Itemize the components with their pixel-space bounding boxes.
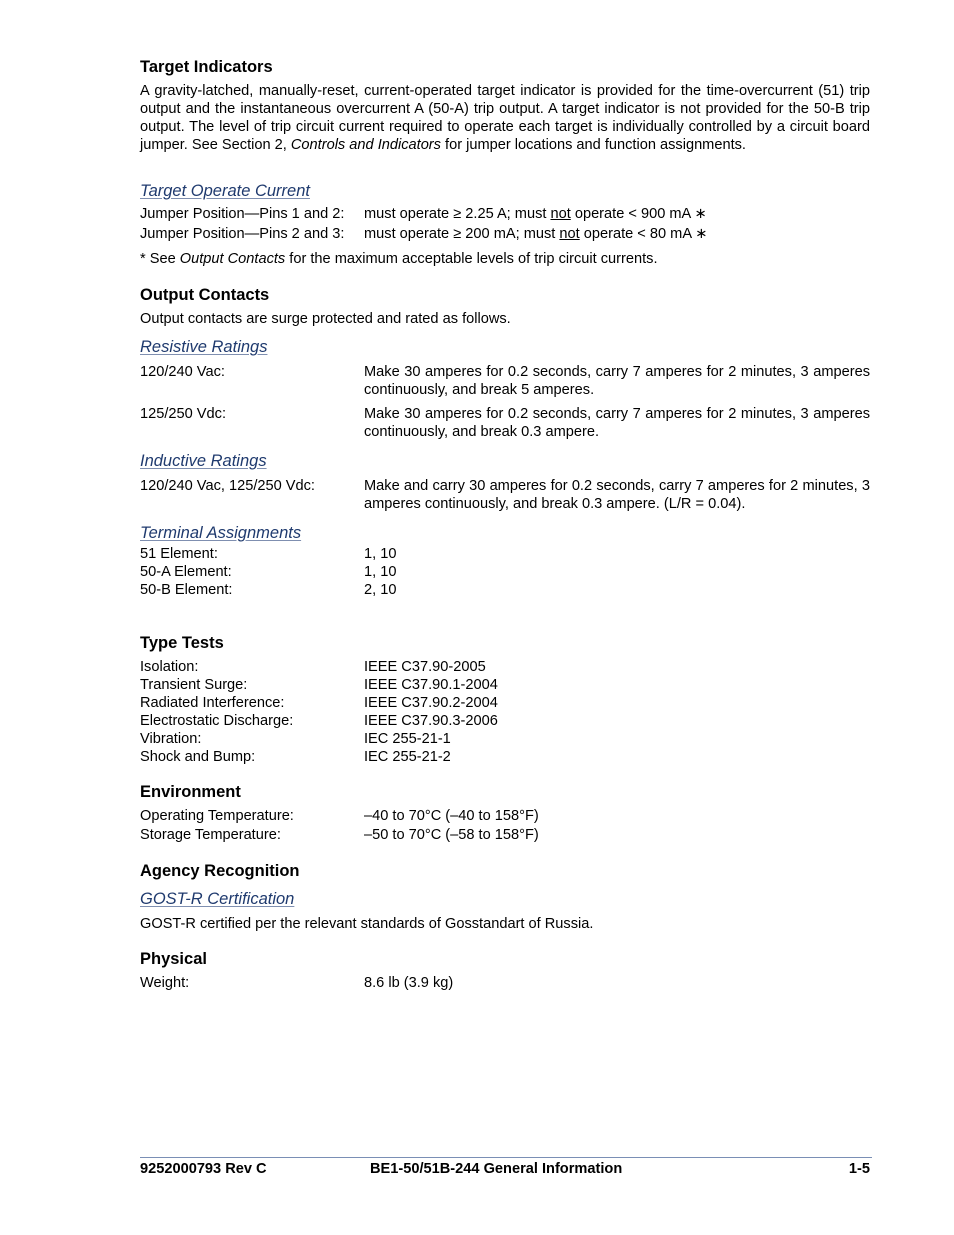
jumper-position-value (364, 205, 707, 223)
rating-row (140, 363, 870, 399)
output-contacts-section (140, 285, 870, 328)
rating-row (140, 405, 870, 441)
type-test-row (140, 676, 870, 694)
underlined-not: not (559, 226, 580, 242)
terminal-list (140, 545, 870, 599)
type-test-label: Radiated Interference: (140, 695, 285, 711)
type-test-row (140, 712, 870, 730)
terminal-assignments-section (140, 523, 870, 599)
gost-r-certification-heading: GOST-R Certification (140, 890, 295, 908)
terminal-row (140, 563, 870, 581)
paragraph-text: for jumper locations and function assignments. (440, 137, 746, 153)
resistive-ratings-section (140, 337, 870, 441)
environment-label: Operating Temperature: (140, 808, 294, 824)
type-test-value: IEC 255-21-2 (364, 749, 451, 765)
value-text: operate < 80 mA ∗ (579, 226, 708, 242)
section-reference: Output Contacts (179, 251, 286, 267)
type-test-label: Electrostatic Discharge: (140, 713, 294, 729)
physical-section (140, 949, 870, 992)
environment-value: –40 to 70°C (–40 to 158°F) (364, 808, 539, 824)
physical-row (140, 974, 870, 992)
rating-value: Make 30 amperes for 0.2 seconds, carry 7 amperes for 2 minutes, 3 amperes continuously, and break 5 amperes. (364, 364, 870, 398)
type-test-value: IEEE C37.90-2005 (364, 659, 486, 675)
terminal-label: 50-A Element: (140, 564, 232, 580)
resistive-ratings-heading: Resistive Ratings (140, 338, 268, 356)
terminal-row (140, 545, 870, 563)
physical-value: 8.6 lb (3.9 kg) (364, 975, 454, 991)
gost-r-text: GOST-R certified per the relevant standards of Gosstandart of Russia. (140, 916, 594, 932)
underlined-not: not (550, 206, 571, 222)
rating-label: 120/240 Vac, 125/250 Vdc: (140, 478, 315, 494)
physical-label: Weight: (140, 975, 190, 991)
type-test-row (140, 694, 870, 712)
section-reference: Controls and Indicators (290, 137, 441, 153)
type-test-label: Transient Surge: (140, 677, 248, 693)
output-contacts-heading: Output Contacts (140, 286, 270, 304)
jumper-position-label: Jumper Position—Pins 1 and 2: (140, 206, 345, 222)
type-test-label: Isolation: (140, 659, 199, 675)
type-test-value: IEEE C37.90.2-2004 (364, 695, 498, 711)
target-indicators-section (140, 57, 870, 154)
jumper-position-value (364, 225, 708, 243)
terminal-value: 1, 10 (364, 546, 397, 562)
value-text: operate < 900 mA ∗ (570, 206, 707, 222)
environment-row (140, 826, 870, 845)
rating-row (140, 477, 870, 513)
rating-label: 120/240 Vac: (140, 364, 225, 380)
output-contacts-intro: Output contacts are surge protected and rated as follows. (140, 311, 511, 327)
inductive-ratings-section (140, 451, 870, 513)
footer-divider (140, 1157, 872, 1158)
jumper-position-list (140, 205, 870, 245)
footnote-text: for the maximum acceptable levels of trip circuit currents. (285, 251, 658, 267)
footer-document-number: 9252000793 Rev C (140, 1161, 267, 1177)
footnote-text: * See (140, 251, 180, 267)
value-text: must operate ≥ 200 mA; must (364, 226, 560, 242)
type-test-row (140, 748, 870, 766)
type-tests-list (140, 658, 870, 766)
terminal-assignments-heading: Terminal Assignments (140, 524, 302, 542)
type-test-row (140, 658, 870, 676)
environment-section (140, 782, 870, 845)
target-indicators-paragraph (140, 82, 870, 154)
environment-row (140, 807, 870, 826)
paragraph-text: A gravity-latched, manually-reset, current-operated target indicator is provided for the time-overcurrent (51) trip output and the instantaneous overcurrent A (50-A) trip output. A target indicator is not provided for the 50-B trip output. The level of trip circuit current required to operate each target is individually controlled by a circuit board jumper. See Section 2, (140, 83, 870, 153)
environment-label: Storage Temperature: (140, 827, 281, 843)
terminal-value: 1, 10 (364, 564, 397, 580)
terminal-label: 50-B Element: (140, 582, 233, 598)
environment-list (140, 807, 870, 845)
terminal-label: 51 Element: (140, 546, 218, 562)
jumper-position-row (140, 205, 870, 225)
type-test-label: Shock and Bump: (140, 749, 256, 765)
terminal-row (140, 581, 870, 599)
footer-page-number: 1-5 (848, 1161, 870, 1177)
terminal-value: 2, 10 (364, 582, 397, 598)
target-operate-current-heading: Target Operate Current (140, 182, 310, 200)
type-test-value: IEEE C37.90.3-2006 (364, 713, 498, 729)
target-indicators-heading: Target Indicators (140, 58, 273, 76)
jumper-position-row (140, 225, 870, 245)
environment-value: –50 to 70°C (–58 to 158°F) (364, 827, 539, 843)
rating-label: 125/250 Vdc: (140, 406, 227, 422)
footnote (140, 250, 870, 268)
type-test-value: IEEE C37.90.1-2004 (364, 677, 498, 693)
type-tests-section (140, 633, 870, 766)
type-test-label: Vibration: (140, 731, 202, 747)
agency-recognition-heading: Agency Recognition (140, 862, 300, 880)
environment-heading: Environment (140, 783, 241, 801)
jumper-position-label: Jumper Position—Pins 2 and 3: (140, 226, 345, 242)
footer-document-title: BE1-50/51B-244 General Information (370, 1161, 623, 1177)
type-test-value: IEC 255-21-1 (364, 731, 451, 747)
physical-heading: Physical (140, 950, 207, 968)
target-operate-current-section (140, 181, 870, 268)
rating-value: Make and carry 30 amperes for 0.2 seconds, carry 7 amperes for 2 minutes, 3 amperes continuously, and break 0.3 ampere. (L/R = 0.04). (364, 478, 870, 512)
agency-recognition-section (140, 861, 870, 933)
value-text: must operate ≥ 2.25 A; must (364, 206, 551, 222)
inductive-ratings-heading: Inductive Ratings (140, 452, 267, 470)
rating-value: Make 30 amperes for 0.2 seconds, carry 7 amperes for 2 minutes, 3 amperes continuously, and break 0.3 ampere. (364, 406, 870, 440)
type-tests-heading: Type Tests (140, 634, 224, 652)
type-test-row (140, 730, 870, 748)
physical-list (140, 974, 870, 992)
